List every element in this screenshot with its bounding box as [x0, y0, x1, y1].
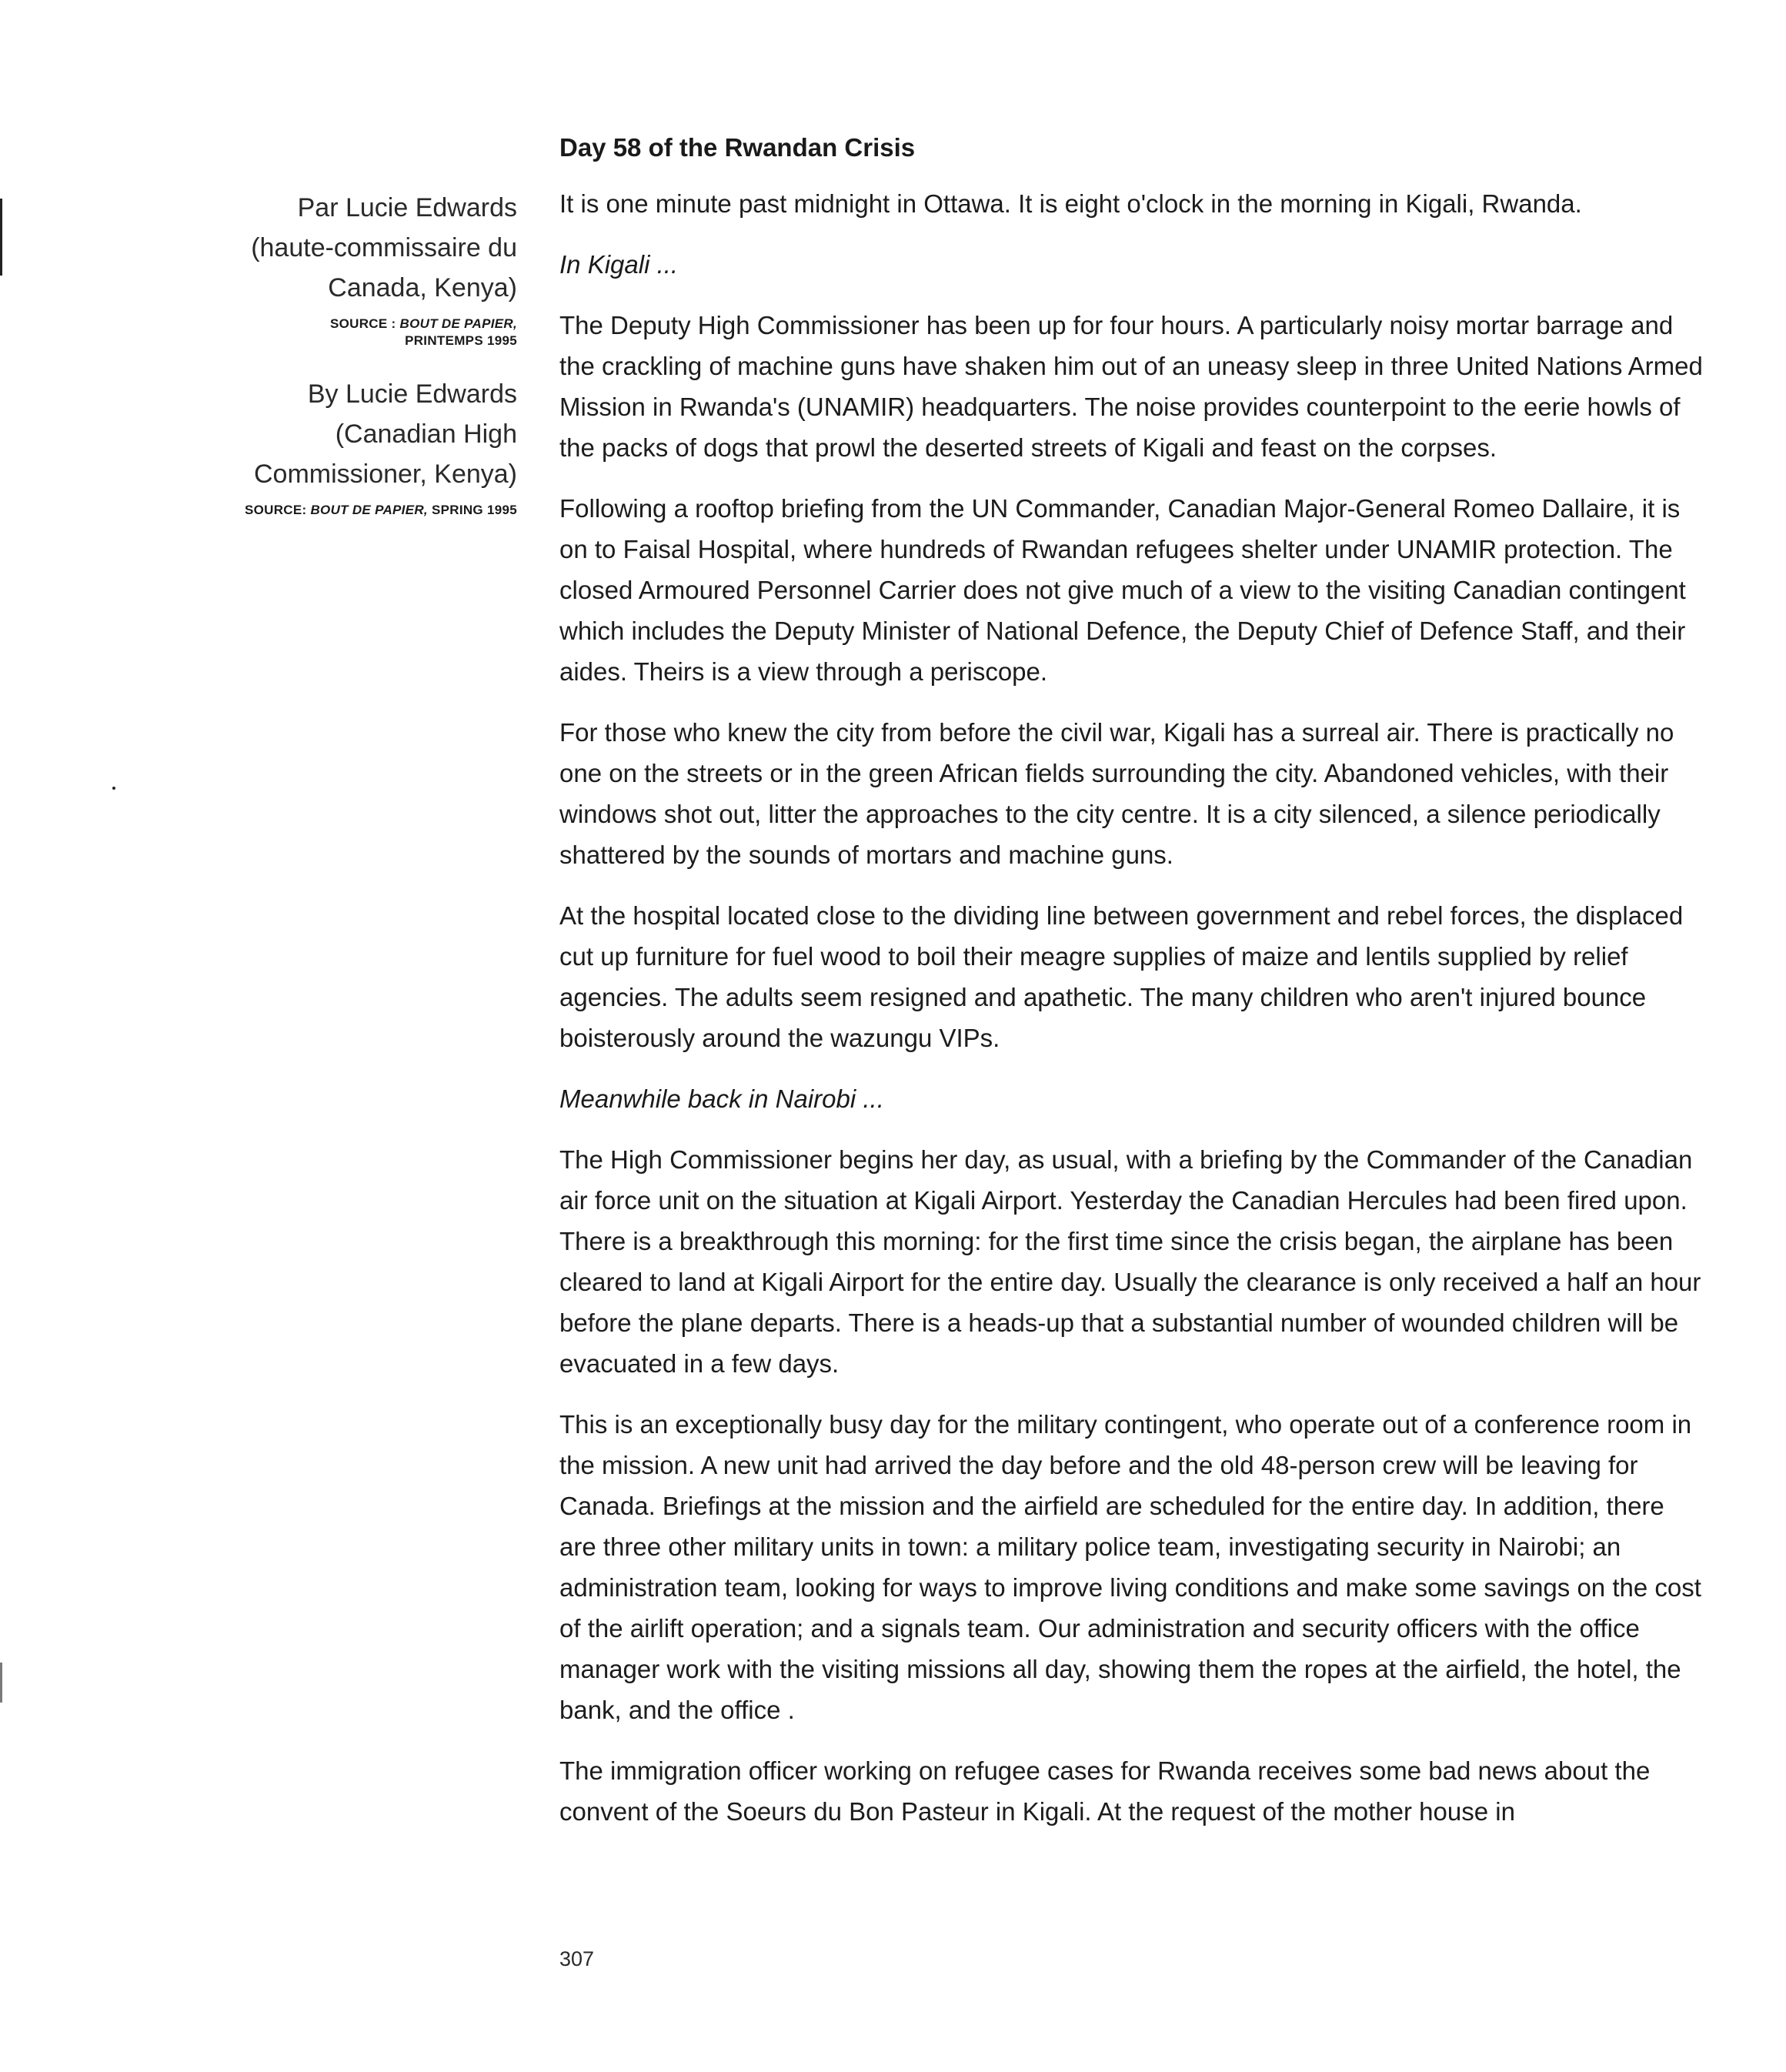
- byline-line: Par Lucie Edwards: [297, 193, 517, 222]
- byline-line: Canada, Kenya): [328, 273, 517, 302]
- source-label: SOURCE :: [329, 316, 400, 331]
- source-season: PRINTEMPS 1995: [405, 333, 517, 348]
- section-subhead-kigali: In Kigali ...: [559, 250, 679, 279]
- body-paragraph: Following a rooftop briefing from the UN Commander, Canadian Major-General Romeo Dallaire, it is on to Faisal Hospital, where hundreds of Rwandan refugees shelter under UNAMIR protection. The closed Armoured Personnel Carrier does not give much of a view to the visiting Canadian contingent which includes the Deputy Minister of National Defence, the Deputy Chief of Defence Staff, and their aides. Theirs is a view through a periscope.: [559, 494, 1686, 686]
- byline-line: Commissioner, Kenya): [253, 460, 517, 489]
- byline-line: (Canadian High: [335, 419, 517, 449]
- french-byline: [154, 188, 517, 308]
- body-paragraph: At the hospital located close to the dividing line between government and rebel forces, the displaced cut up furniture for fuel wood to boil their meagre supplies of maize and lentils supplied by relief agencies. The adults seem resigned and apathetic. The many children who aren't injured bounce boisterously around the wazungu VIPs.: [559, 901, 1684, 1052]
- source-season: SPRING 1995: [427, 503, 517, 517]
- scan-edge-mark: [0, 199, 2, 276]
- body-paragraph: For those who knew the city from before the civil war, Kigali has a surreal air. There is practically no one on the streets or in the green African fields surrounding the city. Abandoned vehicles, with their windows shot out, litter the approaches to the city centre. It is a city silenced, a silence periodically shattered by the sounds of mortars and machine guns.: [559, 718, 1674, 869]
- body-paragraph: The Deputy High Commissioner has been up for four hours. A particularly noisy mortar barrage and the crackling of machine guns have shaken him out of an uneasy sleep in three United Nations Armed Mission in Rwanda's (UNAMIR) headquarters. The noise provides counterpoint to the eerie howls of the packs of dogs that prowl the deserted streets of Kigali and feast on the corpses.: [559, 311, 1703, 462]
- english-byline: [154, 374, 517, 494]
- byline-line: By Lucie Edwards: [307, 379, 517, 409]
- author-sidebar: [154, 188, 517, 543]
- article-body: [559, 129, 1706, 1852]
- source-label: SOURCE:: [244, 503, 311, 517]
- page-number: 307: [559, 1947, 595, 1970]
- french-source-note: [154, 316, 517, 349]
- scan-edge-mark: [0, 1663, 2, 1703]
- body-paragraph: The High Commissioner begins her day, as usual, with a briefing by the Commander of the Canadian air force unit on the situation at Kigali Airport. Yesterday the Canadian Hercules had been fired upon. There is a breakthrough this morning: for the first time since the crisis began, the airplane has been cleared to land at Kigali Airport for the entire day. Usually the clearance is only received a half an hour before the plane departs. There is a heads-up that a substantial number of wounded children will be evacuated in a few days.: [559, 1145, 1701, 1378]
- body-paragraph: The immigration officer working on refugee cases for Rwanda receives some bad news about the convent of the Soeurs du Bon Pasteur in Kigali. At the request of the mother house in: [559, 1756, 1651, 1826]
- body-paragraph: This is an exceptionally busy day for the military contingent, who operate out of a conference room in the mission. A new unit had arrived the day before and the old 48-person crew will be leaving for Canada. Briefings at the mission and the airfield are scheduled for the entire day. In addition, there are three other military units in town: a military police team, investigating security in Nairobi; an administration team, looking for ways to improve living conditions and make some savings on the cost of the airlift operation; and a signals team. Our administration and security officers with the office manager work with the visiting missions all day, showing them the ropes at the airfield, the hotel, the bank, and the office .: [559, 1410, 1701, 1724]
- article-title: Day 58 of the Rwandan Crisis: [559, 133, 916, 162]
- section-subhead-nairobi: Meanwhile back in Nairobi ...: [559, 1084, 884, 1113]
- english-source-note: [154, 502, 517, 519]
- source-publication: BOUT DE PAPIER,: [399, 316, 517, 331]
- byline-line: (haute-commissaire du: [251, 233, 517, 262]
- intro-paragraph: It is one minute past midnight in Ottawa. It is eight o'clock in the morning in Kigali, Rwanda.: [559, 189, 1582, 218]
- source-publication: BOUT DE PAPIER,: [310, 503, 428, 517]
- scan-dust-dot: [112, 787, 115, 790]
